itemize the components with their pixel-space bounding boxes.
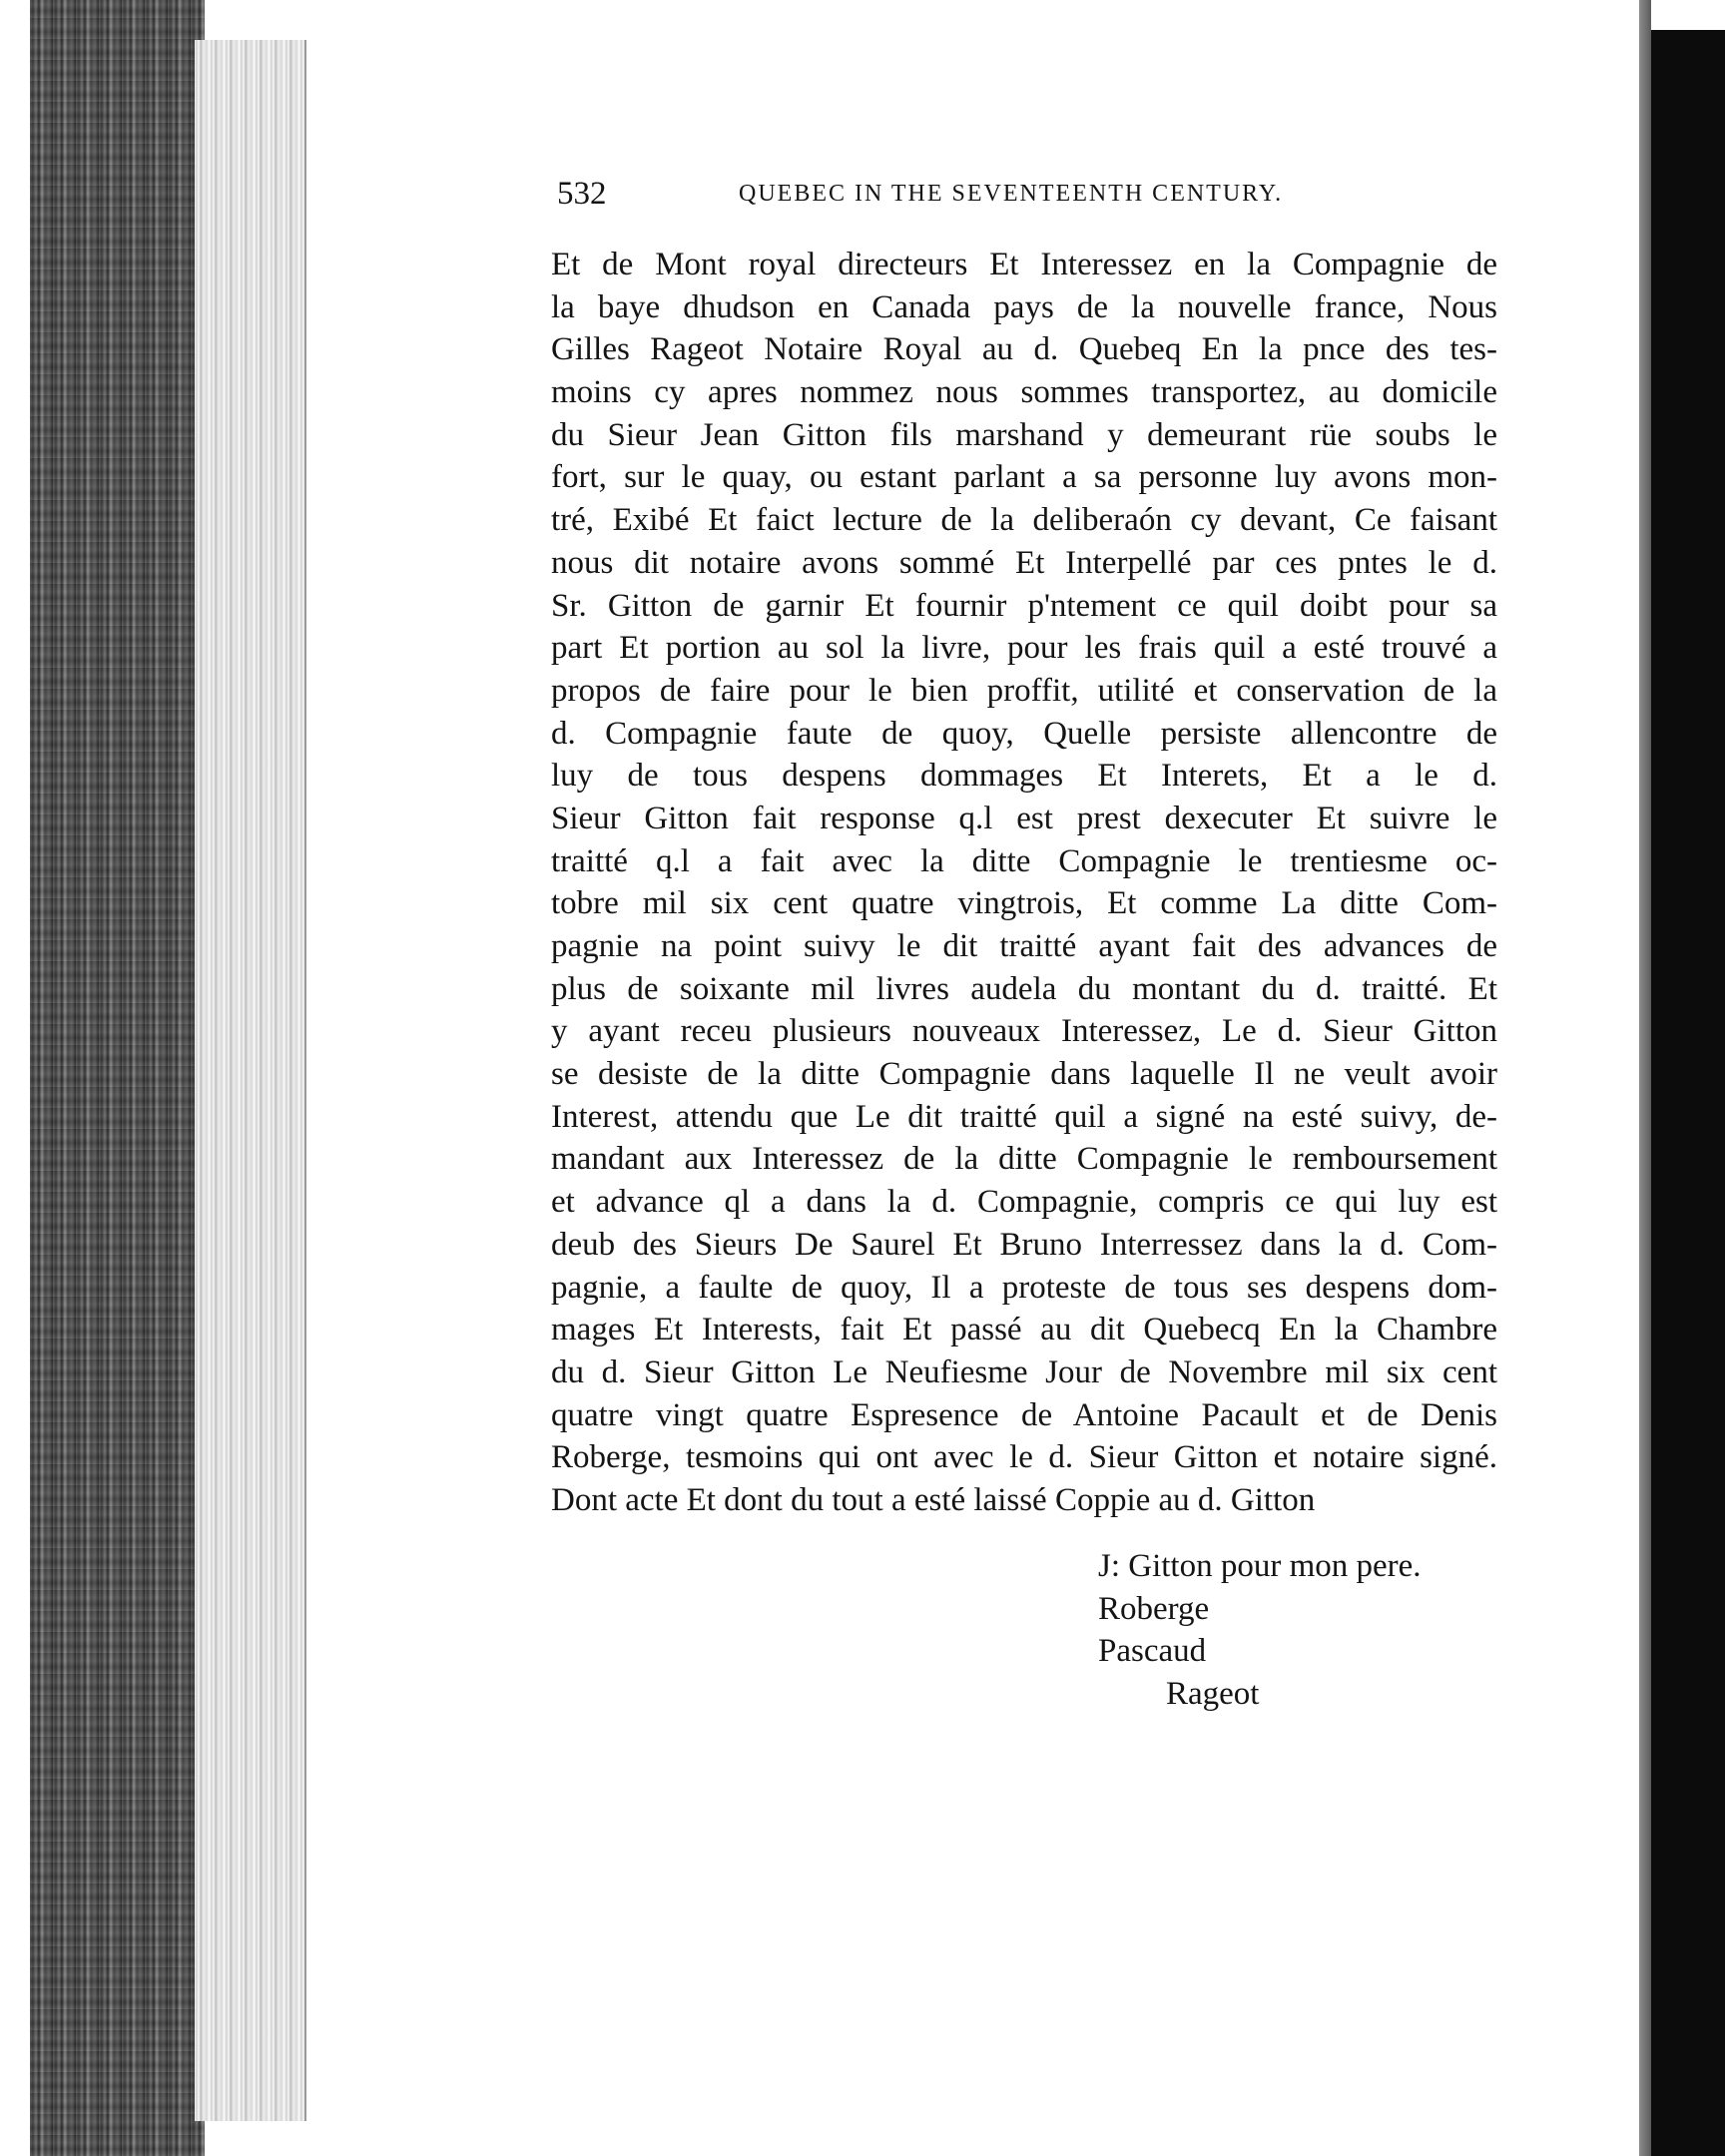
- text-line: mages Et Interests, fait Et passé au dit Quebecq En la Chambre: [551, 1312, 1497, 1348]
- text-line: deub des Sieurs De Saurel Et Bruno Interressez dans la d. Com-: [551, 1226, 1497, 1263]
- text-line-last: Dont acte Et dont du tout a esté laissé Coppie au d. Gitton: [551, 1481, 1316, 1518]
- text-line: et advance ql a dans la d. Compagnie, compris ce qui luy est: [551, 1184, 1497, 1221]
- text-line: pagnie, a faulte de quoy, Il a proteste de tous ses despens dom-: [551, 1269, 1497, 1306]
- text-line: tré, Exibé Et faict lecture de la deliberaón cy devant, Ce faisant: [551, 502, 1497, 539]
- text-line: Roberge, tesmoins qui ont avec le d. Sieur Gitton et notaire signé.: [551, 1439, 1497, 1476]
- signature-gitton: J: Gitton pour mon pere.: [1098, 1548, 1422, 1584]
- text-line: la baye dhudson en Canada pays de la nouvelle france, Nous: [551, 288, 1497, 325]
- page-number: 532: [557, 176, 607, 212]
- signature-rageot: Rageot: [1166, 1676, 1260, 1713]
- facing-page-edge: [1639, 0, 1651, 2156]
- scan-border: [1651, 30, 1725, 2156]
- running-title: QUEBEC IN THE SEVENTEENTH CENTURY.: [739, 181, 1284, 207]
- signature-roberge: Roberge: [1098, 1590, 1210, 1627]
- text-line: nous dit notaire avons sommé Et Interpellé par ces pntes le d.: [551, 544, 1497, 581]
- text-line: se desiste de la ditte Compagnie dans laquelle Il ne veult avoir: [551, 1056, 1497, 1093]
- text-line: fort, sur le quay, ou estant parlant a sa personne luy avons mon-: [551, 459, 1497, 496]
- text-line: tobre mil six cent quatre vingtrois, Et comme La ditte Com-: [551, 885, 1497, 922]
- signature-block: [1098, 1545, 1517, 1716]
- text-line: y ayant receu plusieurs nouveaux Interessez, Le d. Sieur Gitton: [551, 1013, 1497, 1050]
- text-line: quatre vingt quatre Espresence de Antoine Pacault et de Denis: [551, 1396, 1497, 1433]
- text-line: Interest, attendu que Le dit traitté quil a signé na esté suivy, de-: [551, 1098, 1497, 1135]
- text-line: du d. Sieur Gitton Le Neufiesme Jour de Novembre mil six cent: [551, 1353, 1497, 1390]
- text-line: plus de soixante mil livres audela du montant du d. traitté. Et: [551, 970, 1497, 1007]
- text-line: mandant aux Interessez de la ditte Compagnie le remboursement: [551, 1141, 1497, 1178]
- text-line: Et de Mont royal directeurs Et Interessez en la Compagnie de: [551, 247, 1497, 282]
- page-edges: [195, 40, 306, 2121]
- scan-border-gap: [1657, 0, 1725, 30]
- text-line: Sr. Gitton de garnir Et fournir p'ntement ce quil doibt pour sa: [551, 587, 1497, 624]
- text-line: part Et portion au sol la livre, pour les frais quil a esté trouvé a: [551, 630, 1497, 667]
- body-text: [551, 244, 1497, 1522]
- text-line: traitté q.l a fait avec la ditte Compagnie le trentiesme oc-: [551, 842, 1497, 879]
- text-line: pagnie na point suivy le dit traitté ayant fait des advances de: [551, 928, 1497, 964]
- text-line: propos de faire pour le bien proffit, utilité et conservation de la: [551, 672, 1497, 709]
- running-head: [557, 164, 1346, 224]
- text-line: du Sieur Jean Gitton fils marshand y demeurant rüe soubs le: [551, 416, 1497, 453]
- text-line: moins cy apres nommez nous sommes transportez, au domicile: [551, 374, 1497, 411]
- text-line: d. Compagnie faute de quoy, Quelle persiste allencontre de: [551, 715, 1497, 752]
- text-line: Gilles Rageot Notaire Royal au d. Quebeq En la pnce des tes-: [551, 331, 1497, 368]
- signature-pascaud: Pascaud: [1098, 1633, 1207, 1670]
- text-line: Sieur Gitton fait response q.l est prest dexecuter Et suivre le: [551, 800, 1497, 836]
- text-line: luy de tous despens dommages Et Interets, Et a le d.: [551, 758, 1497, 795]
- book-spine-edge: [30, 0, 205, 2156]
